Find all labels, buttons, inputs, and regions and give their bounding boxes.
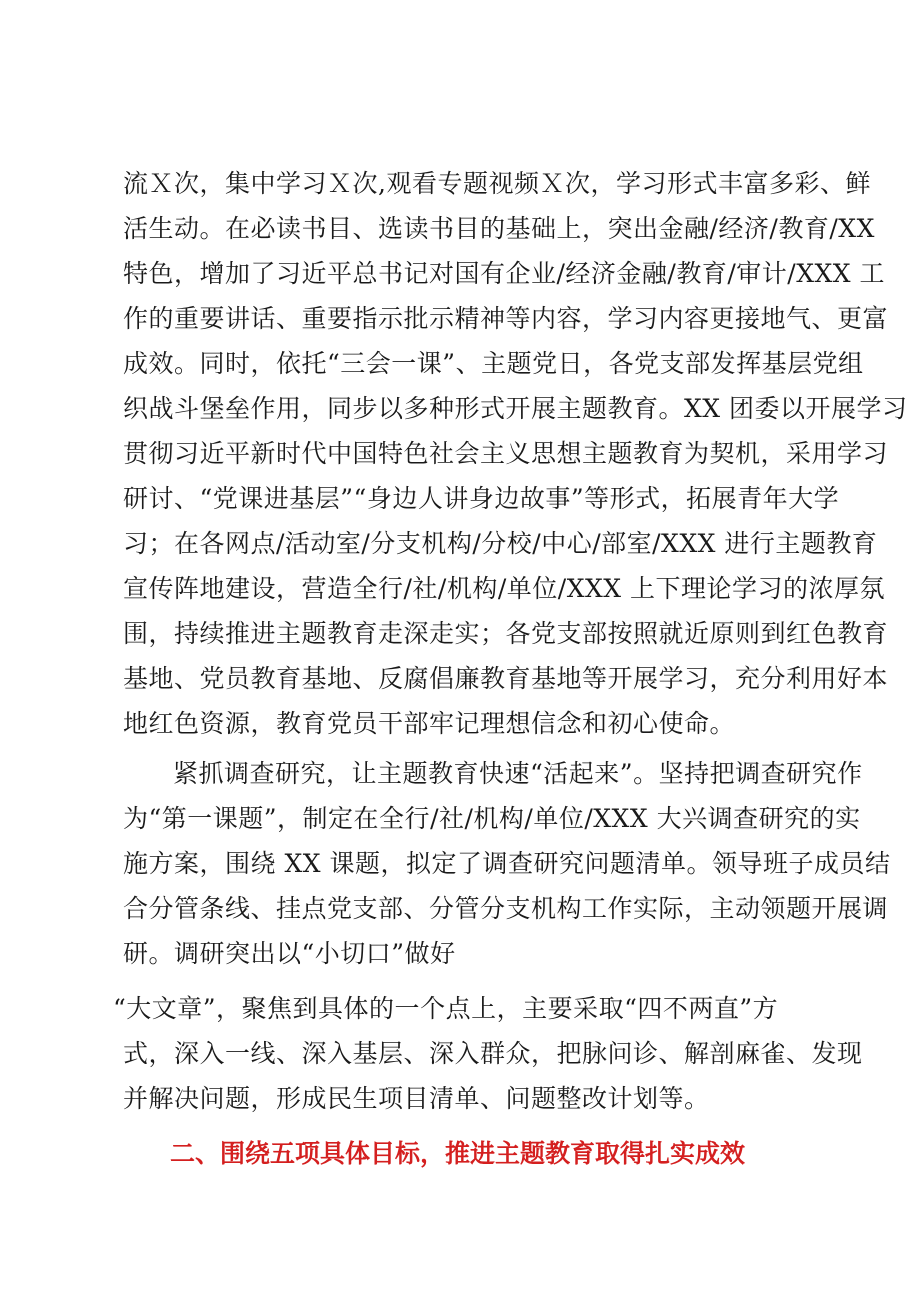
- paragraph-1-line: 研讨、“党课进基层”“身边人讲身边故事”等形式，拓展青年大学: [123, 484, 840, 513]
- paragraph-1-line: 织战斗堡垒作用，同步以多种形式开展主题教育。XX 团委以开展学习: [123, 394, 908, 423]
- paragraph-1-line: 地红色资源，教育党员干部牢记理想信念和初心使命。: [123, 709, 736, 738]
- paragraph-1-line: 贯彻习近平新时代中国特色社会主义思想主题教育为契机，采用学习: [123, 439, 889, 468]
- paragraph-2-line: 研。调研突出以“小切口”做好: [123, 939, 456, 968]
- paragraph-1-line: 围，持续推进主题教育走深走实；各党支部按照就近原则到红色教育: [123, 619, 889, 648]
- paragraph-1-line: 活生动。在必读书目、选读书目的基础上，突出金融/经济/教育/XX: [123, 214, 875, 243]
- paragraph-1-line: 特色，增加了习近平总书记对国有企业/经济金融/教育/审计/XXX 工: [123, 259, 886, 288]
- paragraph-1-line: 习；在各网点/活动室/分支机构/分校/中心/部室/XXX 进行主题教育: [123, 529, 878, 558]
- paragraph-1-line: 作的重要讲话、重要指示批示精神等内容，学习内容更接地气、更富: [123, 304, 889, 333]
- paragraph-3-line: 并解决问题，形成民生项目清单、问题整改计划等。: [123, 1084, 710, 1113]
- paragraph-1-line: 成效。同时，依托“三会一课”、主题党日，各党支部发挥基层党组: [123, 349, 864, 378]
- paragraph-2-line: 合分管条线、挂点党支部、分管分支机构工作实际，主动领题开展调: [123, 894, 889, 923]
- section-heading: 二、围绕五项具体目标，推进主题教育取得扎实成效: [170, 1139, 746, 1168]
- paragraph-1-line: 流Ｘ次，集中学习Ｘ次,观看专题视频Ｘ次，学习形式丰富多彩、鲜: [123, 169, 871, 198]
- paragraph-3-line: “大文章”，聚焦到具体的一个点上，主要采取“四不两直”方: [113, 994, 779, 1023]
- paragraph-1-line: 宣传阵地建设，营造全行/社/机构/单位/XXX 上下理论学习的浓厚氛: [123, 574, 886, 603]
- paragraph-2-line: 紧抓调查研究，让主题教育快速“活起来”。坚持把调查研究作: [173, 759, 863, 788]
- paragraph-2-line: 为“第一课题”，制定在全行/社/机构/单位/XXX 大兴调查研究的实: [123, 804, 861, 833]
- paragraph-1-line: 基地、党员教育基地、反腐倡廉教育基地等开展学习，充分利用好本: [123, 664, 889, 693]
- paragraph-3-line: 式，深入一线、深入基层、深入群众，把脉问诊、解剖麻雀、发现: [123, 1039, 863, 1068]
- paragraph-2-line: 施方案，围绕 XX 课题，拟定了调查研究问题清单。领导班子成员结: [123, 849, 891, 878]
